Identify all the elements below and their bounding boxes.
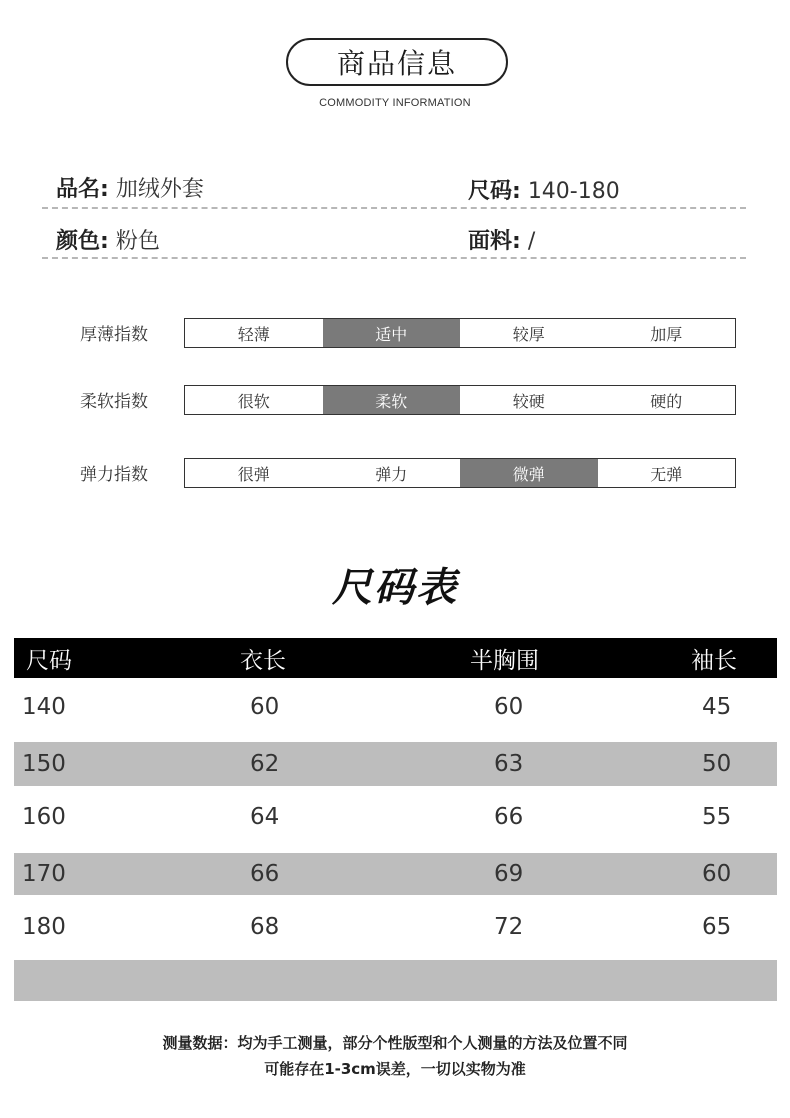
section-title-pill bbox=[286, 38, 508, 86]
table-cell: 160 bbox=[22, 804, 66, 830]
scale-cell: 很弹 bbox=[237, 464, 270, 484]
product-name bbox=[56, 172, 204, 203]
softness-index-scale bbox=[184, 385, 736, 415]
size-table-header bbox=[14, 638, 777, 678]
column-header: 尺码 bbox=[26, 647, 72, 674]
table-cell: 63 bbox=[494, 751, 524, 777]
scale-cell: 无弹 bbox=[650, 464, 683, 484]
table-cell: 60 bbox=[494, 694, 524, 720]
table-cell: 62 bbox=[250, 751, 280, 777]
product-size bbox=[468, 174, 620, 205]
thickness-index-label: 厚薄指数 bbox=[80, 325, 148, 345]
table-cell: 66 bbox=[494, 804, 524, 830]
table-cell: 60 bbox=[250, 694, 280, 720]
divider-dashed bbox=[42, 257, 746, 259]
product-color-value: 粉色 bbox=[115, 229, 160, 254]
table-row bbox=[14, 906, 777, 948]
table-cell: 50 bbox=[702, 751, 732, 777]
scale-cell-selected: 微弹 bbox=[460, 459, 598, 487]
scale-cell: 很软 bbox=[237, 391, 270, 411]
product-fabric bbox=[468, 224, 535, 255]
product-fabric-value: / bbox=[527, 229, 536, 254]
table-cell: 65 bbox=[702, 914, 732, 940]
scale-cell: 轻薄 bbox=[237, 324, 270, 344]
table-row bbox=[14, 742, 777, 786]
thickness-index-scale bbox=[184, 318, 736, 348]
section-subtitle: COMMODITY INFORMATION bbox=[319, 97, 471, 109]
product-name-value: 加绒外套 bbox=[115, 177, 204, 202]
section-title: 商品信息 bbox=[336, 47, 457, 80]
product-color-label: 颜色: bbox=[56, 229, 109, 254]
scale-cell: 加厚 bbox=[650, 324, 683, 344]
elasticity-index-scale bbox=[184, 458, 736, 488]
product-size-value: 140-180 bbox=[527, 179, 620, 204]
table-cell: 150 bbox=[22, 751, 66, 777]
product-color bbox=[56, 224, 160, 255]
scale-cell: 弹力 bbox=[375, 464, 408, 484]
table-row bbox=[14, 686, 777, 728]
product-size-label: 尺码: bbox=[468, 179, 521, 204]
table-cell: 64 bbox=[250, 804, 280, 830]
table-cell: 140 bbox=[22, 694, 66, 720]
table-cell: 180 bbox=[22, 914, 66, 940]
divider-dashed bbox=[42, 207, 746, 209]
column-header: 半胸围 bbox=[470, 647, 539, 674]
product-name-label: 品名: bbox=[56, 177, 109, 202]
table-cell: 170 bbox=[22, 861, 66, 887]
softness-index-label: 柔软指数 bbox=[80, 392, 148, 412]
table-cell: 66 bbox=[250, 861, 280, 887]
table-cell: 55 bbox=[702, 804, 732, 830]
table-cell: 72 bbox=[494, 914, 524, 940]
measurement-note-line2: 可能存在1-3cm误差，一切以实物为准 bbox=[264, 1060, 526, 1078]
scale-cell: 硬的 bbox=[650, 391, 683, 411]
table-cell: 68 bbox=[250, 914, 280, 940]
measurement-note-line1: 测量数据：均为手工测量，部分个性版型和个人测量的方法及位置不同 bbox=[162, 1034, 628, 1052]
table-cell: 69 bbox=[494, 861, 524, 887]
table-cell: 45 bbox=[702, 694, 732, 720]
table-row bbox=[14, 796, 777, 838]
scale-cell: 较厚 bbox=[512, 324, 545, 344]
size-table-title: 尺码表 bbox=[332, 565, 458, 611]
scale-cell: 较硬 bbox=[512, 391, 545, 411]
scale-cell-selected: 适中 bbox=[323, 319, 461, 347]
scale-cell-selected: 柔软 bbox=[323, 386, 461, 414]
table-row-empty bbox=[14, 960, 777, 1001]
column-header: 袖长 bbox=[691, 647, 737, 674]
table-cell: 60 bbox=[702, 861, 732, 887]
product-fabric-label: 面料: bbox=[468, 229, 521, 254]
column-header: 衣长 bbox=[240, 647, 286, 674]
elasticity-index-label: 弹力指数 bbox=[80, 465, 148, 485]
table-row bbox=[14, 853, 777, 895]
